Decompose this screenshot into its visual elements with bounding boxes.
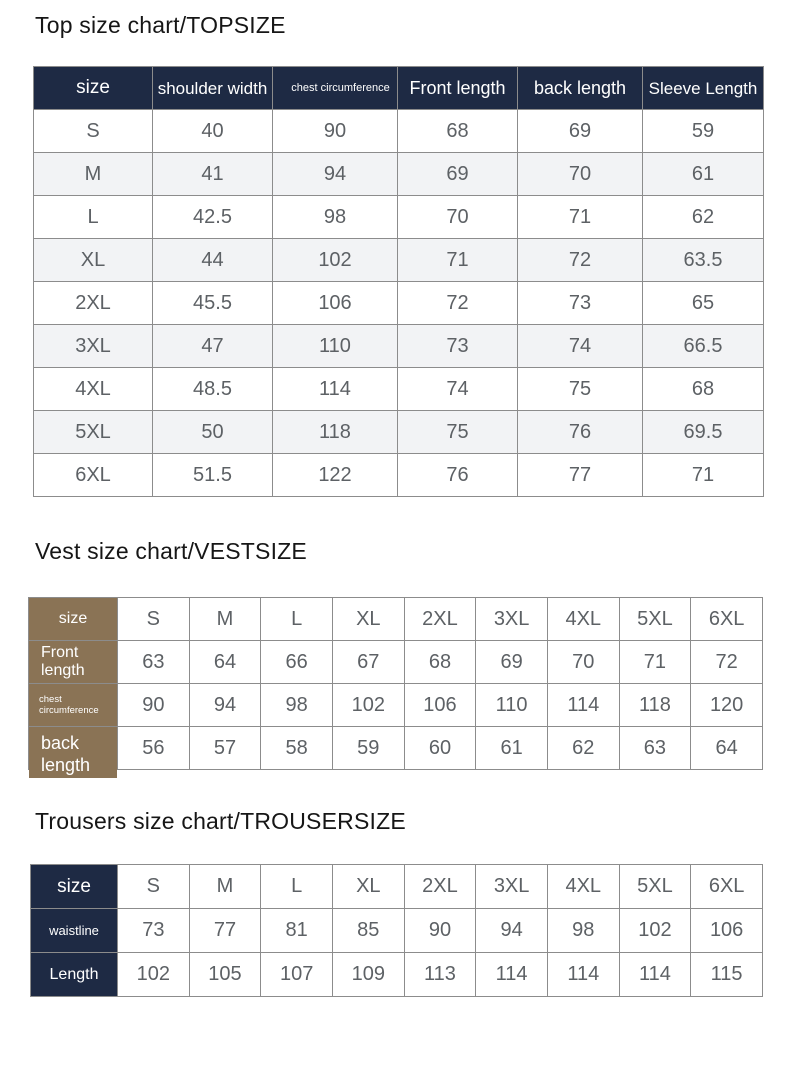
row-label-waistline: waistline	[31, 909, 118, 953]
value-cell: 51.5	[153, 454, 273, 497]
value-cell: 109	[332, 953, 404, 997]
size-cell: 5XL	[34, 411, 153, 454]
value-cell: 94	[476, 909, 548, 953]
value-cell: 48.5	[153, 368, 273, 411]
value-cell: 67	[332, 641, 404, 684]
table-row	[34, 325, 764, 368]
value-cell: 102	[332, 684, 404, 727]
value-cell: 63	[619, 727, 691, 770]
value-cell: 44	[153, 239, 273, 282]
value-cell: 77	[189, 909, 261, 953]
value-cell: 65	[643, 282, 764, 325]
vest-size-table	[28, 597, 763, 775]
value-cell: 75	[398, 411, 518, 454]
value-cell: 59	[332, 727, 404, 770]
value-cell: 69	[476, 641, 548, 684]
value-cell: 114	[547, 953, 619, 997]
value-cell: 72	[518, 239, 643, 282]
value-cell: 73	[518, 282, 643, 325]
size-cell: 3XL	[34, 325, 153, 368]
corner-header-size: size	[29, 598, 118, 641]
value-cell: 63	[118, 641, 190, 684]
section-title-vest: Vest size chart/VESTSIZE	[35, 538, 307, 564]
value-cell: 61	[476, 727, 548, 770]
value-cell: 56	[118, 727, 190, 770]
column-header-size: size	[34, 67, 153, 110]
size-cell: 6XL	[691, 598, 763, 641]
column-header-sleeve-length: Sleeve Length	[643, 67, 764, 110]
value-cell: 63.5	[643, 239, 764, 282]
value-cell: 64	[691, 727, 763, 770]
value-cell: 66.5	[643, 325, 764, 368]
table-row	[31, 953, 763, 997]
size-cell: 2XL	[404, 598, 476, 641]
size-cell: 6XL	[691, 865, 763, 909]
value-cell: 41	[153, 153, 273, 196]
row-label-front-length: Front length	[29, 641, 118, 684]
value-cell: 45.5	[153, 282, 273, 325]
value-cell: 94	[273, 153, 398, 196]
value-cell: 98	[547, 909, 619, 953]
value-cell: 77	[518, 454, 643, 497]
table-row	[34, 411, 764, 454]
value-cell: 102	[619, 909, 691, 953]
value-cell: 107	[261, 953, 333, 997]
value-cell: 114	[547, 684, 619, 727]
value-cell: 68	[643, 368, 764, 411]
value-cell: 102	[273, 239, 398, 282]
size-cell: M	[189, 598, 261, 641]
size-cell: XL	[34, 239, 153, 282]
size-cell: M	[189, 865, 261, 909]
value-cell: 76	[398, 454, 518, 497]
value-cell: 70	[398, 196, 518, 239]
column-header-shoulder-width: shoulder width	[153, 67, 273, 110]
trousers-size-table	[30, 864, 763, 997]
value-cell: 115	[691, 953, 763, 997]
value-cell: 60	[404, 727, 476, 770]
value-cell: 64	[189, 641, 261, 684]
value-cell: 69.5	[643, 411, 764, 454]
section-title-top: Top size chart/TOPSIZE	[35, 12, 286, 38]
value-cell: 118	[619, 684, 691, 727]
table-header-row	[29, 598, 763, 641]
table-row	[34, 196, 764, 239]
value-cell: 72	[398, 282, 518, 325]
value-cell: 90	[273, 110, 398, 153]
table-row	[29, 684, 763, 727]
value-cell: 98	[261, 684, 333, 727]
value-cell: 106	[273, 282, 398, 325]
value-cell: 106	[691, 909, 763, 953]
size-cell: L	[261, 865, 333, 909]
value-cell: 50	[153, 411, 273, 454]
value-cell: 71	[518, 196, 643, 239]
table-row	[34, 153, 764, 196]
value-cell: 70	[547, 641, 619, 684]
size-cell: XL	[332, 598, 404, 641]
value-cell: 62	[643, 196, 764, 239]
value-cell: 61	[643, 153, 764, 196]
value-cell: 57	[189, 727, 261, 770]
table-row	[34, 454, 764, 497]
value-cell: 47	[153, 325, 273, 368]
value-cell: 120	[691, 684, 763, 727]
value-cell: 73	[118, 909, 190, 953]
column-header-back-length: back length	[518, 67, 643, 110]
column-header-front-length: Front length	[398, 67, 518, 110]
size-cell: L	[34, 196, 153, 239]
size-cell: 3XL	[476, 865, 548, 909]
table-row	[34, 239, 764, 282]
size-cell: 4XL	[547, 865, 619, 909]
value-cell: 71	[398, 239, 518, 282]
value-cell: 105	[189, 953, 261, 997]
corner-header-size: size	[31, 865, 118, 909]
value-cell: 114	[273, 368, 398, 411]
top-size-table	[33, 66, 764, 497]
value-cell: 71	[619, 641, 691, 684]
value-cell: 102	[118, 953, 190, 997]
value-cell: 62	[547, 727, 619, 770]
row-label-back-length	[29, 727, 118, 775]
value-cell: 110	[476, 684, 548, 727]
value-cell: 114	[476, 953, 548, 997]
value-cell: 90	[404, 909, 476, 953]
value-cell: 68	[404, 641, 476, 684]
row-label-back-length-text: back length	[29, 727, 117, 778]
size-cell: 5XL	[619, 598, 691, 641]
value-cell: 74	[398, 368, 518, 411]
value-cell: 72	[691, 641, 763, 684]
value-cell: 75	[518, 368, 643, 411]
size-cell: 2XL	[404, 865, 476, 909]
table-row	[34, 368, 764, 411]
table-header-row	[34, 67, 764, 110]
size-cell: 5XL	[619, 865, 691, 909]
section-title-trousers: Trousers size chart/TROUSERSIZE	[35, 808, 406, 834]
value-cell: 59	[643, 110, 764, 153]
table-row	[29, 641, 763, 684]
value-cell: 42.5	[153, 196, 273, 239]
size-cell: 6XL	[34, 454, 153, 497]
size-cell: 2XL	[34, 282, 153, 325]
size-cell: S	[34, 110, 153, 153]
value-cell: 74	[518, 325, 643, 368]
table-row	[34, 110, 764, 153]
value-cell: 70	[518, 153, 643, 196]
row-label-length: Length	[31, 953, 118, 997]
value-cell: 58	[261, 727, 333, 770]
table-row	[31, 909, 763, 953]
value-cell: 81	[261, 909, 333, 953]
size-cell: XL	[332, 865, 404, 909]
size-cell: S	[118, 598, 190, 641]
value-cell: 118	[273, 411, 398, 454]
size-cell: L	[261, 598, 333, 641]
size-cell: M	[34, 153, 153, 196]
size-cell: 3XL	[476, 598, 548, 641]
value-cell: 76	[518, 411, 643, 454]
value-cell: 106	[404, 684, 476, 727]
value-cell: 66	[261, 641, 333, 684]
value-cell: 94	[189, 684, 261, 727]
value-cell: 98	[273, 196, 398, 239]
value-cell: 73	[398, 325, 518, 368]
table-header-row	[31, 865, 763, 909]
value-cell: 69	[518, 110, 643, 153]
value-cell: 113	[404, 953, 476, 997]
size-cell: S	[118, 865, 190, 909]
column-header-chest-circumference: chest circumference	[273, 67, 398, 110]
value-cell: 68	[398, 110, 518, 153]
value-cell: 122	[273, 454, 398, 497]
value-cell: 71	[643, 454, 764, 497]
size-cell: 4XL	[547, 598, 619, 641]
value-cell: 110	[273, 325, 398, 368]
value-cell: 90	[118, 684, 190, 727]
value-cell: 85	[332, 909, 404, 953]
row-label-chest-circumference: chest circumference	[29, 684, 118, 727]
value-cell: 114	[619, 953, 691, 997]
value-cell: 40	[153, 110, 273, 153]
table-row	[29, 727, 763, 770]
value-cell: 69	[398, 153, 518, 196]
table-row	[34, 282, 764, 325]
size-cell: 4XL	[34, 368, 153, 411]
